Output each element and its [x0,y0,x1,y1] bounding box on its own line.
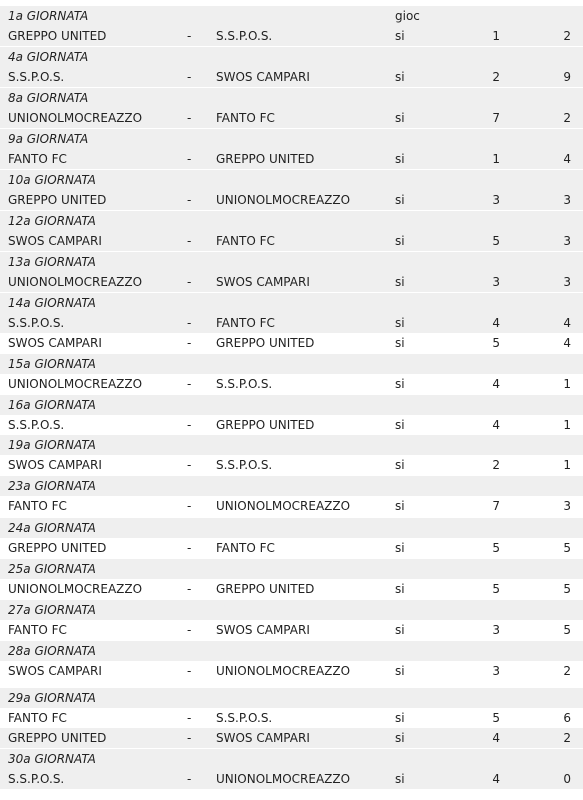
matchday-header [0,211,583,231]
away-score: 3 [563,275,571,289]
away-score: 3 [563,234,571,248]
matchday-header [0,129,583,149]
matchday-header [0,476,583,496]
matchday-label: 14a GIORNATA [8,296,96,310]
match-row [0,496,583,516]
played-flag: si [395,772,405,786]
away-score: 1 [563,418,571,432]
home-score: 2 [492,458,500,472]
matchday-label: 15a GIORNATA [8,357,96,371]
home-score: 4 [492,418,500,432]
separator: - [187,458,192,472]
home-team: UNIONOLMOCREAZZO [8,582,143,596]
played-flag: si [395,458,405,472]
home-score: 5 [492,541,500,555]
played-flag: si [395,152,405,166]
matchday-label: 1a GIORNATA [8,9,89,23]
home-team: S.S.P.O.S. [8,316,65,330]
match-row [0,579,583,599]
home-score: 2 [492,70,500,84]
away-score: 4 [563,336,571,350]
match-row [0,374,583,394]
home-score: 4 [492,316,500,330]
home-team: SWOS CAMPARI [8,234,102,248]
separator: - [187,152,192,166]
separator: - [187,541,192,555]
away-team: GREPPO UNITED [216,152,315,166]
away-score: 0 [563,772,571,786]
matchday-header [0,47,583,67]
match-row [0,190,583,210]
matchday-label: 27a GIORNATA [8,603,96,617]
away-team: GREPPO UNITED [216,582,315,596]
separator: - [187,377,192,391]
home-score: 3 [492,623,500,637]
played-flag: si [395,29,405,43]
matchday-header [0,688,583,708]
matchday-header [0,749,583,769]
home-team: UNIONOLMOCREAZZO [8,275,143,289]
separator: - [187,711,192,725]
away-score: 1 [563,377,571,391]
away-score: 4 [563,316,571,330]
matchday-label: 16a GIORNATA [8,398,96,412]
played-flag: si [395,418,405,432]
played-flag: si [395,70,405,84]
home-team: GREPPO UNITED [8,541,107,555]
played-flag: si [395,664,405,678]
away-team: SWOS CAMPARI [216,70,310,84]
home-team: GREPPO UNITED [8,193,107,207]
home-score: 7 [492,111,500,125]
played-flag: si [395,336,405,350]
separator: - [187,731,192,745]
away-team: S.S.P.O.S. [216,458,273,472]
played-flag: si [395,377,405,391]
match-row [0,661,583,681]
away-score: 4 [563,152,571,166]
match-row [0,108,583,128]
home-team: SWOS CAMPARI [8,664,102,678]
away-team: S.S.P.O.S. [216,29,273,43]
home-team: UNIONOLMOCREAZZO [8,111,143,125]
separator: - [187,772,192,786]
matchday-label: 4a GIORNATA [8,50,89,64]
separator: - [187,193,192,207]
matchday-header [0,88,583,108]
away-score: 2 [563,664,571,678]
matchday-header [0,518,583,538]
away-team: S.S.P.O.S. [216,377,273,391]
away-team: SWOS CAMPARI [216,731,310,745]
home-team: S.S.P.O.S. [8,418,65,432]
played-flag: si [395,316,405,330]
home-team: SWOS CAMPARI [8,336,102,350]
gioc-column-header: gioc [395,9,420,23]
away-score: 5 [563,623,571,637]
matchday-label: 13a GIORNATA [8,255,96,269]
match-row [0,620,583,640]
separator: - [187,336,192,350]
matchday-label: 19a GIORNATA [8,438,96,452]
matchday-header [0,293,583,313]
away-team: GREPPO UNITED [216,418,315,432]
home-team: S.S.P.O.S. [8,772,65,786]
matchday-label: 24a GIORNATA [8,521,96,535]
matchday-label: 29a GIORNATA [8,691,96,705]
away-score: 1 [563,458,571,472]
away-team: SWOS CAMPARI [216,623,310,637]
matchday-header [0,6,583,26]
home-score: 1 [492,152,500,166]
away-score: 2 [563,29,571,43]
home-score: 1 [492,29,500,43]
separator: - [187,582,192,596]
matchday-header [0,395,583,415]
separator: - [187,316,192,330]
matchday-header [0,435,583,455]
home-team: FANTO FC [8,152,67,166]
away-team: FANTO FC [216,316,275,330]
played-flag: si [395,623,405,637]
matchday-header [0,354,583,374]
home-team: FANTO FC [8,623,67,637]
matchday-header [0,559,583,579]
played-flag: si [395,193,405,207]
separator: - [187,275,192,289]
match-row [0,149,583,169]
played-flag: si [395,711,405,725]
home-team: S.S.P.O.S. [8,70,65,84]
match-row [0,769,583,789]
home-team: GREPPO UNITED [8,29,107,43]
match-row [0,26,583,46]
matchday-header [0,170,583,190]
played-flag: si [395,234,405,248]
matchday-label: 28a GIORNATA [8,644,96,658]
matchday-header [0,641,583,661]
home-score: 4 [492,731,500,745]
matchday-label: 8a GIORNATA [8,91,89,105]
home-score: 4 [492,772,500,786]
away-score: 6 [563,711,571,725]
home-score: 3 [492,275,500,289]
home-team: SWOS CAMPARI [8,458,102,472]
away-score: 2 [563,111,571,125]
away-score: 5 [563,582,571,596]
match-row [0,67,583,87]
match-row [0,231,583,251]
match-row [0,313,583,333]
away-team: UNIONOLMOCREAZZO [216,772,351,786]
match-row [0,415,583,435]
match-row [0,708,583,728]
separator: - [187,29,192,43]
away-team: UNIONOLMOCREAZZO [216,499,351,513]
away-score: 2 [563,731,571,745]
matchday-label: 25a GIORNATA [8,562,96,576]
home-score: 5 [492,234,500,248]
away-team: GREPPO UNITED [216,336,315,350]
match-row [0,333,583,353]
matchday-header [0,252,583,272]
separator: - [187,499,192,513]
away-score: 5 [563,541,571,555]
away-team: UNIONOLMOCREAZZO [216,664,351,678]
match-row [0,455,583,475]
home-score: 5 [492,582,500,596]
away-score: 9 [563,70,571,84]
home-score: 4 [492,377,500,391]
separator: - [187,234,192,248]
away-team: FANTO FC [216,111,275,125]
away-team: S.S.P.O.S. [216,711,273,725]
match-row [0,272,583,292]
played-flag: si [395,731,405,745]
match-row [0,538,583,558]
matchday-label: 23a GIORNATA [8,479,96,493]
home-score: 3 [492,664,500,678]
matchday-label: 30a GIORNATA [8,752,96,766]
home-score: 5 [492,711,500,725]
matchday-label: 9a GIORNATA [8,132,89,146]
away-team: SWOS CAMPARI [216,275,310,289]
home-score: 5 [492,336,500,350]
home-score: 7 [492,499,500,513]
played-flag: si [395,499,405,513]
home-team: FANTO FC [8,711,67,725]
home-team: UNIONOLMOCREAZZO [8,377,143,391]
separator: - [187,418,192,432]
home-team: GREPPO UNITED [8,731,107,745]
separator: - [187,111,192,125]
match-row [0,728,583,748]
matchday-label: 10a GIORNATA [8,173,96,187]
separator: - [187,664,192,678]
played-flag: si [395,541,405,555]
matchday-header [0,600,583,620]
away-team: FANTO FC [216,541,275,555]
played-flag: si [395,275,405,289]
matchday-label: 12a GIORNATA [8,214,96,228]
home-score: 3 [492,193,500,207]
home-team: FANTO FC [8,499,67,513]
away-team: UNIONOLMOCREAZZO [216,193,351,207]
played-flag: si [395,582,405,596]
away-score: 3 [563,499,571,513]
away-score: 3 [563,193,571,207]
away-team: FANTO FC [216,234,275,248]
separator: - [187,70,192,84]
separator: - [187,623,192,637]
played-flag: si [395,111,405,125]
